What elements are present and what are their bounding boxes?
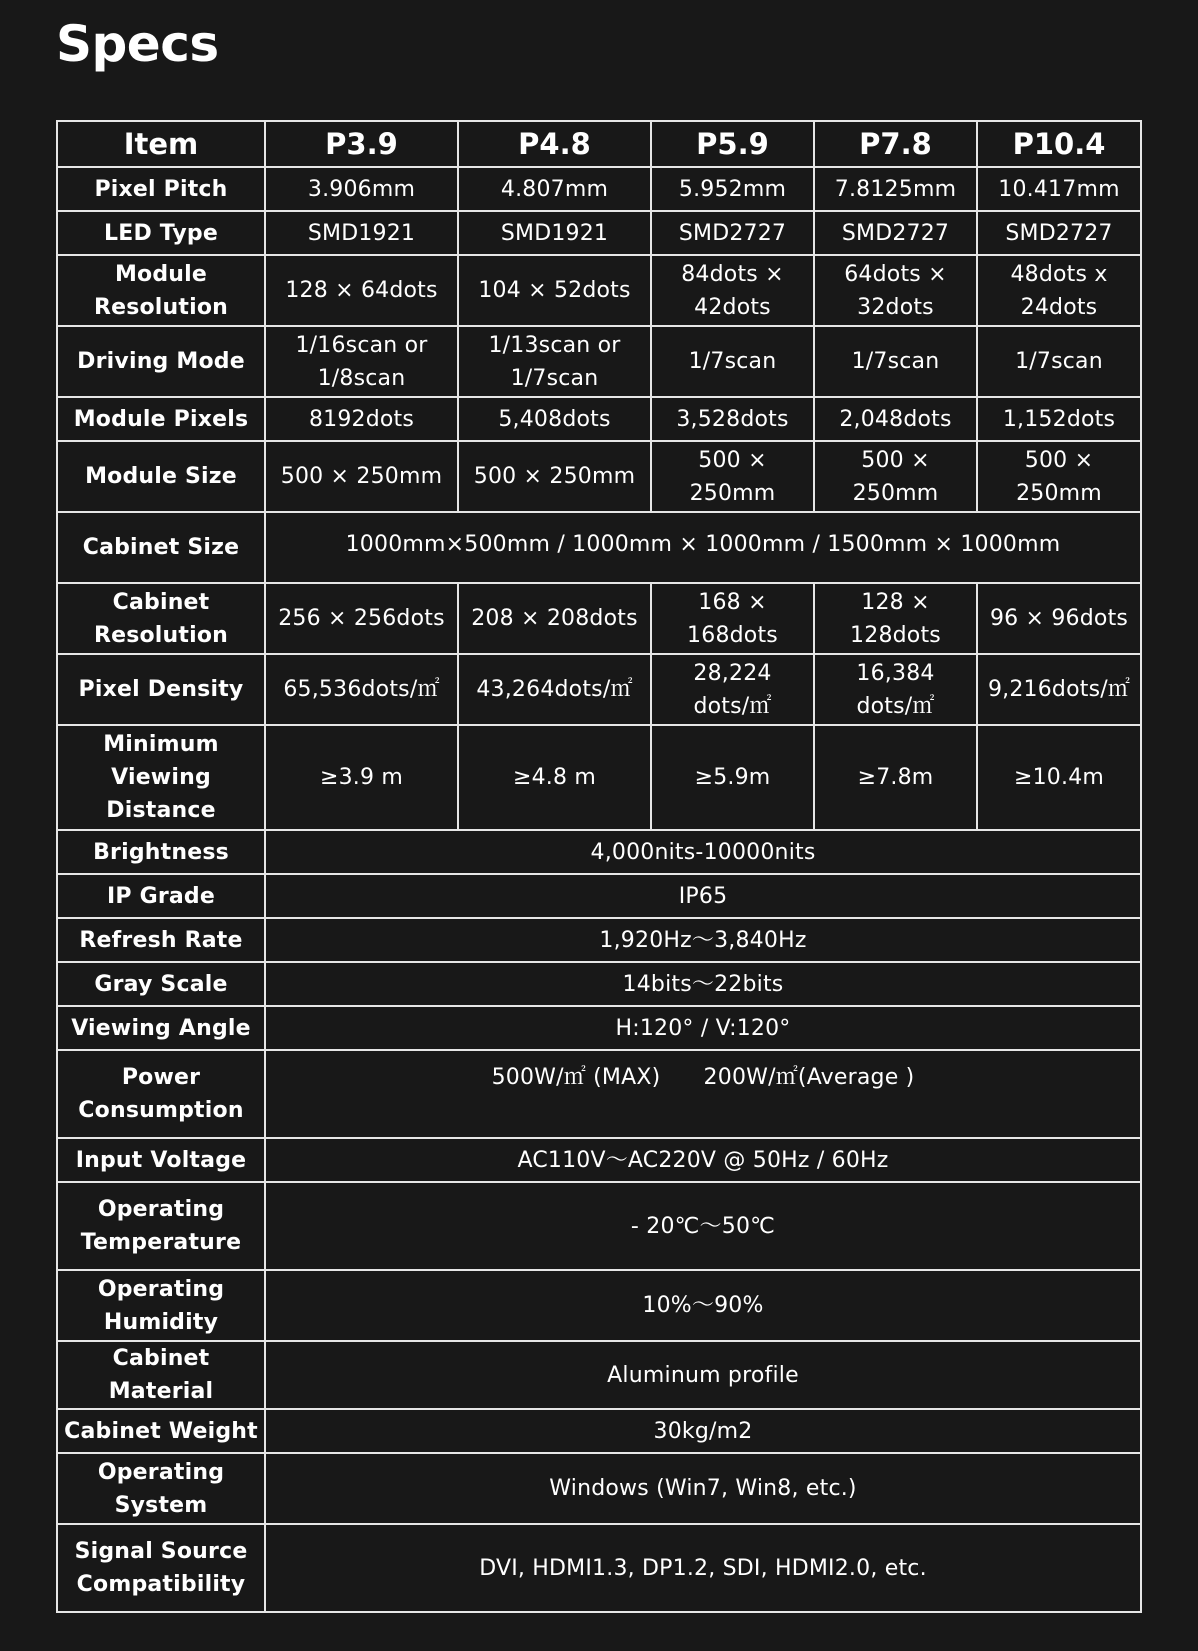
row-operating-system: [57, 1453, 1141, 1524]
label-line: Minimum: [103, 732, 219, 757]
cell-value: 3,528dots: [651, 397, 814, 441]
row-cabinet-weight: [57, 1409, 1141, 1453]
cell-value: 1,152dots: [977, 397, 1141, 441]
row-label: Refresh Rate: [57, 918, 265, 962]
cell-value: 10.417mm: [977, 167, 1141, 211]
cell-value: [814, 255, 977, 326]
value-line: 500 × 250mm: [473, 464, 636, 489]
row-input-voltage: [57, 1138, 1141, 1182]
row-label: [57, 725, 265, 830]
cell-value-merged: - 20℃～50℃: [265, 1182, 1141, 1270]
value-line: 500 × 250mm: [280, 464, 443, 489]
value-line: 84dots ×: [681, 261, 784, 287]
cell-value: [265, 441, 458, 512]
value-line: 168dots: [687, 622, 778, 648]
cell-value: [814, 654, 977, 725]
row-operating-humidity: [57, 1270, 1141, 1341]
cell-value-merged: Windows (Win7, Win8, etc.): [265, 1453, 1141, 1524]
cell-value-merged: 14bits～22bits: [265, 962, 1141, 1006]
row-label: Brightness: [57, 830, 265, 874]
cell-value: ≥5.9m: [651, 725, 814, 830]
cell-value: SMD2727: [651, 211, 814, 255]
value-line: 1/7scan: [510, 365, 599, 391]
row-module-resolution: [57, 255, 1141, 326]
cell-value: ≥4.8 m: [458, 725, 651, 830]
row-brightness: [57, 830, 1141, 874]
value-line: 48dots x: [1010, 261, 1108, 287]
label-line: Cabinet: [112, 589, 210, 615]
cell-value: 8192dots: [265, 397, 458, 441]
value-line: dots/㎡: [856, 693, 935, 719]
cell-value-merged: 500W/㎡ (MAX) 200W/㎡(Average ): [265, 1050, 1141, 1138]
label-line: Operating: [97, 1459, 225, 1485]
label-line: Operating: [97, 1276, 225, 1302]
cell-value-merged: 1,920Hz～3,840Hz: [265, 918, 1141, 962]
value-line: 208 × 208dots: [471, 606, 638, 631]
value-line: 1/13scan or: [488, 332, 621, 358]
cell-value: SMD1921: [265, 211, 458, 255]
value-line: dots/㎡: [693, 693, 772, 719]
cell-value: [265, 255, 458, 326]
row-signal-source: [57, 1524, 1141, 1612]
row-label: Pixel Density: [57, 654, 265, 725]
row-min-viewing-distance: [57, 725, 1141, 830]
label-line: Viewing Distance: [106, 765, 216, 823]
row-operating-temperature: [57, 1182, 1141, 1270]
cell-value: [977, 583, 1141, 654]
value-line: 128dots: [850, 622, 941, 648]
page-title: Specs: [56, 15, 219, 73]
cell-value: 2,048dots: [814, 397, 977, 441]
row-cabinet-size: [57, 512, 1141, 583]
value-line: 43,264dots/㎡: [476, 677, 633, 702]
header-model: P10.4: [977, 121, 1141, 167]
cell-value: [458, 326, 651, 397]
value-line: 64dots ×: [844, 261, 947, 287]
cell-value: 4.807mm: [458, 167, 651, 211]
value-line: 500 ×: [698, 447, 767, 473]
value-line: 128 ×: [861, 589, 930, 615]
cell-value-merged: AC110V～AC220V @ 50Hz / 60Hz: [265, 1138, 1141, 1182]
cell-value: [977, 326, 1141, 397]
cell-value-merged: H:120° / V:120°: [265, 1006, 1141, 1050]
cell-value: [265, 654, 458, 725]
cell-value: ≥7.8m: [814, 725, 977, 830]
label-line: Module: [114, 261, 208, 287]
cell-value: 5,408dots: [458, 397, 651, 441]
value-line: 500 ×: [1024, 447, 1094, 473]
cell-value: [651, 326, 814, 397]
value-line: 250mm: [1016, 480, 1102, 506]
value-line: 168 ×: [698, 589, 767, 615]
cell-value: [814, 326, 977, 397]
row-module-size: [57, 441, 1141, 512]
cell-value: [651, 654, 814, 725]
value-line: 42dots: [694, 294, 771, 320]
row-gray-scale: [57, 962, 1141, 1006]
cell-value: [651, 441, 814, 512]
value-line: 1/7scan: [688, 349, 777, 374]
row-module-pixels: [57, 397, 1141, 441]
cell-value-merged: IP65: [265, 874, 1141, 918]
cell-value: SMD2727: [814, 211, 977, 255]
row-label: LED Type: [57, 211, 265, 255]
value-line: 1/16scan or: [295, 332, 428, 358]
row-driving-mode: [57, 326, 1141, 397]
cell-value: [814, 441, 977, 512]
value-line: 1/7scan: [1015, 349, 1103, 374]
row-label: [57, 1524, 265, 1612]
cell-value: 7.8125mm: [814, 167, 977, 211]
cell-value: [458, 583, 651, 654]
row-cabinet-material: [57, 1341, 1141, 1409]
value-line: 16,384: [856, 660, 935, 686]
value-line: 250mm: [852, 480, 939, 506]
row-label: Driving Mode: [57, 326, 265, 397]
row-label: Module Size: [57, 441, 265, 512]
row-label: Cabinet Size: [57, 512, 265, 583]
row-label: Cabinet Material: [57, 1341, 265, 1409]
label-line: Humidity: [103, 1309, 219, 1335]
row-cabinet-resolution: [57, 583, 1141, 654]
row-label: Pixel Pitch: [57, 167, 265, 211]
cell-value: 3.906mm: [265, 167, 458, 211]
row-label: Gray Scale: [57, 962, 265, 1006]
value-line: 96 × 96dots: [989, 606, 1129, 631]
value-line: 32dots: [857, 294, 934, 320]
row-pixel-pitch: [57, 167, 1141, 211]
row-label: [57, 1182, 265, 1270]
row-label: [57, 1453, 265, 1524]
value-line: 250mm: [689, 480, 776, 506]
cell-value: [977, 441, 1141, 512]
label-line: Consumption: [78, 1098, 244, 1123]
cell-value: SMD2727: [977, 211, 1141, 255]
cell-value: ≥3.9 m: [265, 725, 458, 830]
cell-value: [814, 583, 977, 654]
label-line: Resolution: [93, 622, 229, 648]
specs-table: [56, 120, 1142, 1613]
cell-value-merged: 4,000nits-10000nits: [265, 830, 1141, 874]
header-model: P5.9: [651, 121, 814, 167]
cell-value: ≥10.4m: [977, 725, 1141, 830]
value-line: 1/8scan: [317, 365, 406, 391]
label-line: Signal Source: [74, 1539, 248, 1564]
cell-value: [651, 583, 814, 654]
label-line: System: [114, 1492, 208, 1518]
row-label: [57, 255, 265, 326]
row-label: IP Grade: [57, 874, 265, 918]
cell-value: [977, 654, 1141, 725]
row-label: Input Voltage: [57, 1138, 265, 1182]
cell-value: 5.952mm: [651, 167, 814, 211]
row-power-consumption: [57, 1050, 1141, 1138]
header-model: P4.8: [458, 121, 651, 167]
row-label: Cabinet Weight: [57, 1409, 265, 1453]
label-line: Resolution: [93, 294, 229, 320]
value-line: 1/7scan: [851, 349, 940, 374]
value-line: 28,224: [693, 660, 772, 686]
row-pixel-density: [57, 654, 1141, 725]
value-line: 500 ×: [861, 447, 930, 473]
label-line: Power: [121, 1065, 201, 1090]
row-label: [57, 583, 265, 654]
value-line: 128 × 64dots: [285, 278, 438, 303]
cell-value: [458, 654, 651, 725]
header-model: P7.8: [814, 121, 977, 167]
cell-value-merged: Aluminum profile: [265, 1341, 1141, 1409]
cell-value: [265, 583, 458, 654]
value-line: 9,216dots/㎡: [987, 677, 1131, 702]
label-line: Compatibility: [76, 1572, 246, 1597]
row-ip-grade: [57, 874, 1141, 918]
row-label: Module Pixels: [57, 397, 265, 441]
value-line: 65,536dots/㎡: [283, 677, 440, 702]
row-viewing-angle: [57, 1006, 1141, 1050]
row-label: [57, 1050, 265, 1138]
label-line: Temperature: [80, 1230, 242, 1255]
cell-value: [265, 326, 458, 397]
header-model: P3.9: [265, 121, 458, 167]
cell-value: [977, 255, 1141, 326]
cell-value: SMD1921: [458, 211, 651, 255]
row-label: [57, 1270, 265, 1341]
value-line: 104 × 52dots: [478, 278, 631, 303]
cell-value-merged: 10%～90%: [265, 1270, 1141, 1341]
row-label: Viewing Angle: [57, 1006, 265, 1050]
value-line: 256 × 256dots: [278, 606, 445, 631]
cell-value: [651, 255, 814, 326]
header-row: [57, 121, 1141, 167]
cell-value-merged: 1000mm×500mm / 1000mm × 1000mm / 1500mm × 1000mm: [265, 512, 1141, 583]
cell-value-merged: DVI, HDMI1.3, DP1.2, SDI, HDMI2.0, etc.: [265, 1524, 1141, 1612]
cell-value: [458, 441, 651, 512]
cell-value: [458, 255, 651, 326]
cell-value-merged: 30kg/m2: [265, 1409, 1141, 1453]
header-item: Item: [57, 121, 265, 167]
row-refresh-rate: [57, 918, 1141, 962]
label-line: Operating: [97, 1197, 225, 1222]
value-line: 24dots: [1020, 294, 1098, 320]
row-led-type: [57, 211, 1141, 255]
